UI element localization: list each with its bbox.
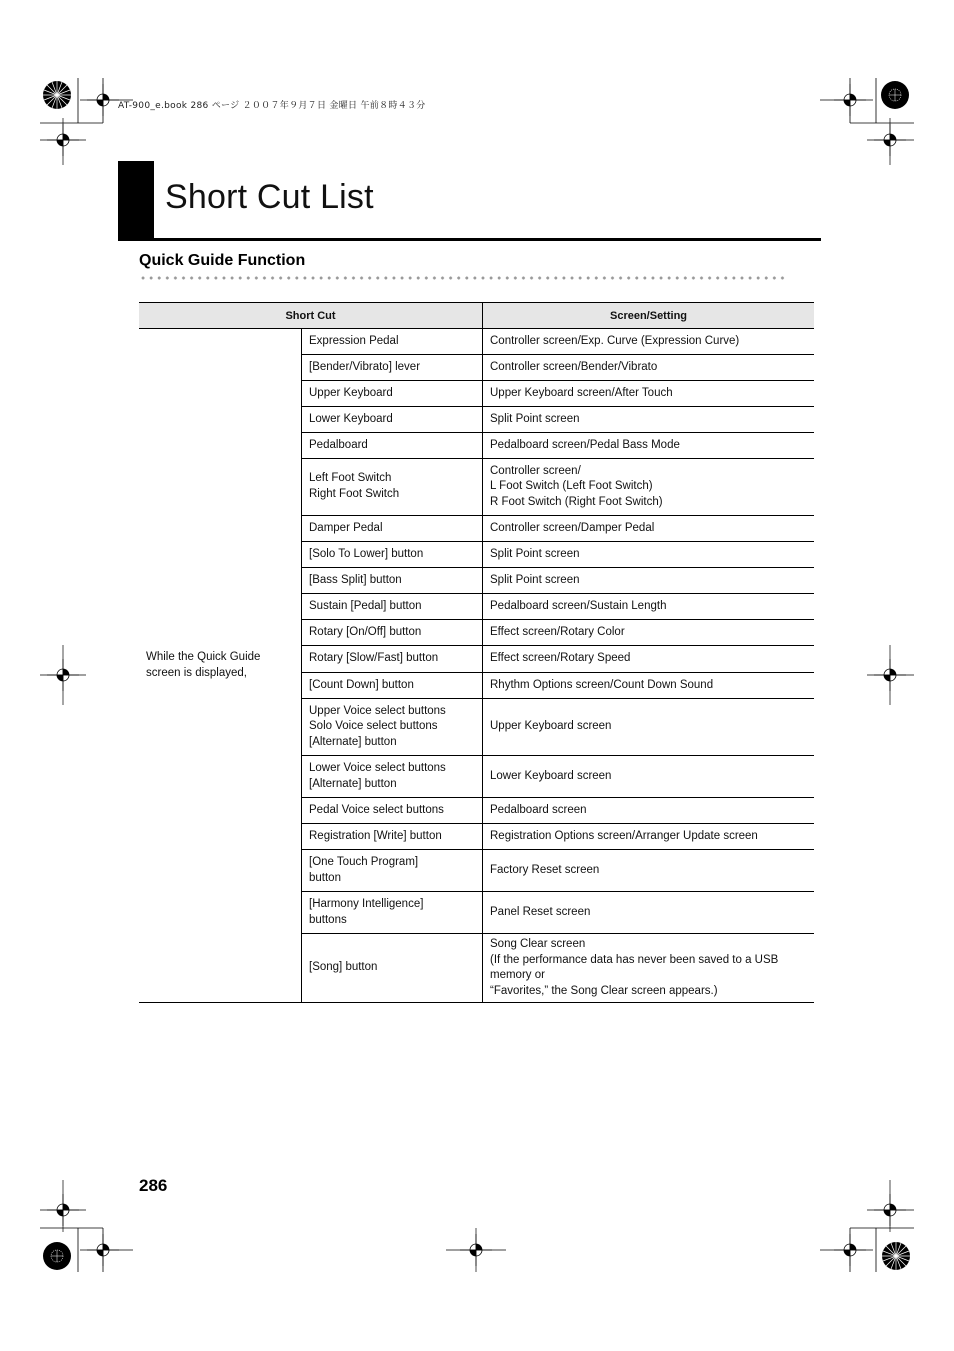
screen-setting-cell: Effect screen/Rotary Speed [483, 646, 815, 673]
shortcut-cell: [Bass Split] button [302, 568, 483, 594]
screen-setting-cell: Split Point screen [483, 407, 815, 433]
shortcut-cell: Lower Keyboard [302, 407, 483, 433]
screen-setting-cell: Split Point screen [483, 542, 815, 568]
shortcut-cell: Rotary [Slow/Fast] button [302, 646, 483, 673]
shortcut-cell: Left Foot Switch Right Foot Switch [302, 459, 483, 516]
page-number: 286 [139, 1176, 168, 1195]
screen-setting-cell: Controller screen/ L Foot Switch (Left Foot Switch) R Foot Switch (Right Foot Switch) [483, 459, 815, 516]
screen-setting-cell: Controller screen/Damper Pedal [483, 516, 815, 542]
shortcut-cell: Lower Voice select buttons [Alternate] button [302, 756, 483, 798]
page-title: Short Cut List [165, 178, 374, 216]
screen-setting-cell: Controller screen/Bender/Vibrato [483, 355, 815, 381]
shortcut-cell: [Solo To Lower] button [302, 542, 483, 568]
condition-cell: While the Quick Guide screen is displayed, [139, 329, 302, 1003]
screen-setting-cell: Pedalboard screen/Pedal Bass Mode [483, 433, 815, 459]
shortcut-table [139, 302, 814, 1003]
chapter-title-block [118, 161, 154, 239]
shortcut-cell: Damper Pedal [302, 516, 483, 542]
shortcut-cell: Pedal Voice select buttons [302, 798, 483, 824]
section-dotted-rule [139, 275, 787, 281]
screen-setting-cell: Upper Keyboard screen/After Touch [483, 381, 815, 407]
screen-setting-cell: Factory Reset screen [483, 850, 815, 892]
screen-setting-cell: Upper Keyboard screen [483, 699, 815, 756]
screen-setting-cell: Song Clear screen (If the performance data has never been saved to a USB memory or “Favorites,” the Song Clear screen appears.) [483, 934, 815, 1003]
screen-setting-cell: Pedalboard screen [483, 798, 815, 824]
shortcut-cell: [One Touch Program] button [302, 850, 483, 892]
file-header-line: AT-900_e.book 286 ページ ２００７年９月７日 金曜日 午前８時４３分 [118, 101, 426, 111]
screen-setting-cell: Split Point screen [483, 568, 815, 594]
shortcut-cell: [Harmony Intelligence] buttons [302, 892, 483, 934]
screen-setting-cell: Pedalboard screen/Sustain Length [483, 594, 815, 620]
screen-setting-cell: Rhythm Options screen/Count Down Sound [483, 673, 815, 699]
shortcut-cell: Rotary [On/Off] button [302, 620, 483, 646]
section-heading: Quick Guide Function [139, 252, 306, 269]
screen-setting-cell: Lower Keyboard screen [483, 756, 815, 798]
screen-setting-cell: Effect screen/Rotary Color [483, 620, 815, 646]
column-header-screen-setting: Screen/Setting [483, 303, 815, 329]
table-header-row [139, 303, 814, 329]
shortcut-cell: Sustain [Pedal] button [302, 594, 483, 620]
screen-setting-cell: Registration Options screen/Arranger Update screen [483, 824, 815, 850]
chapter-title-rule [118, 238, 821, 241]
screen-setting-cell: Panel Reset screen [483, 892, 815, 934]
screen-setting-cell: Controller screen/Exp. Curve (Expression Curve) [483, 329, 815, 355]
shortcut-cell: [Song] button [302, 934, 483, 1003]
shortcut-cell: Upper Keyboard [302, 381, 483, 407]
table-row [139, 329, 814, 355]
table-body [139, 329, 814, 1003]
shortcut-cell: Expression Pedal [302, 329, 483, 355]
shortcut-cell: Registration [Write] button [302, 824, 483, 850]
shortcut-cell: Upper Voice select buttons Solo Voice select buttons [Alternate] button [302, 699, 483, 756]
shortcut-cell: [Bender/Vibrato] lever [302, 355, 483, 381]
shortcut-cell: Pedalboard [302, 433, 483, 459]
shortcut-cell: [Count Down] button [302, 673, 483, 699]
column-header-shortcut: Short Cut [139, 303, 483, 329]
